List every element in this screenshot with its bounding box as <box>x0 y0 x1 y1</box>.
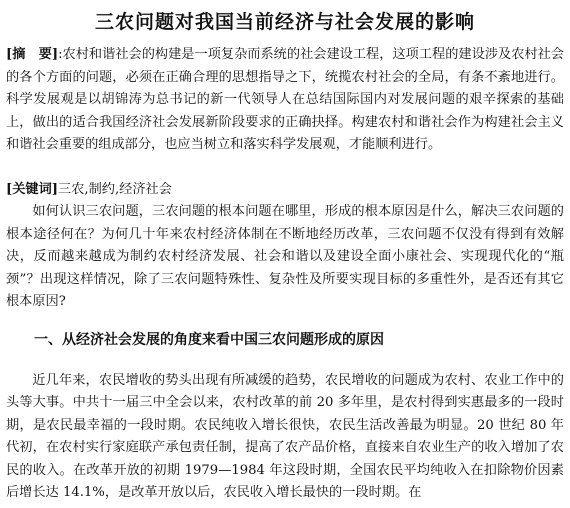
document-title: 三农问题对我国当前经济与社会发展的影响 <box>94 11 475 33</box>
keywords-label: [关键词] <box>6 181 59 197</box>
paragraph-gap <box>6 314 564 328</box>
section-heading: 一、从经济社会发展的角度来看中国三农问题形成的原因 <box>34 331 384 348</box>
paragraph-gap <box>6 157 564 179</box>
abstract-paragraph <box>6 44 564 157</box>
keywords-text: 三农,制约,经济社会 <box>58 181 172 197</box>
abstract-label: [摘 要] <box>6 47 59 62</box>
document-page <box>6 4 564 505</box>
abstract-text: :农村和谐社会的构建是一项复杂而系统的社会建设工程，这项工程的建设涉及农村社会的各个方面的问题，必须在正确合理的思想指导之下，统揽农村社会的全局，有条不紊地进行。科学发展观是以胡锦涛为总书记的新一代领导人在总结国际国内对发展问题的艰辛探索的基础上，做出的适合我国经济社会发展新阶段要求的正确抉择。构建农村和谐社会作为构建社会主义和谐社会重要的组成部分，也应当树立和落实科学发展观，才能顺利进行。 <box>6 47 564 152</box>
intro-paragraph: 如何认识三农问题，三农问题的根本问题在哪里，形成的根本原因是什么，解决三农问题的根本途径何在？为何几十年来农村经济体制在不断地经历改革，三农问题不仅没有得到有效解决，反而越来越成为制约农村经济发展、社会和谐以及建设全面小康社会、实现现代化的“瓶颈”？出现这样情况，除了三农问题特殊性、复杂性及所要实现目标的多重性外，是否还有其它根本原因? <box>6 204 564 309</box>
paragraph-gap <box>6 352 564 370</box>
section-paragraph: 近几年来，农民增收的势头出现有所减缓的趋势，农民增收的问题成为农村、农业工作中的头等大事。中共十一届三中全会以来，农村改革的前 20 多年里，是农村得到实惠最多的一段时期，是农民最幸福的一段时期。农民纯收入增长很快，农民生活改善最为明显。20 世纪 80 年代初，在农村实行家庭联产承包责任制，提高了农产品价格，直接来自农业生产的收入增加了农民的收入。在改革开放的初期 1979—1984 年这段时期，全国农民平均纯收入在扣除物价因素后增长达 14.1%，是改革开放以后，农民收入增长最快的一段时期。在 <box>6 372 564 500</box>
keywords-line <box>6 179 564 202</box>
